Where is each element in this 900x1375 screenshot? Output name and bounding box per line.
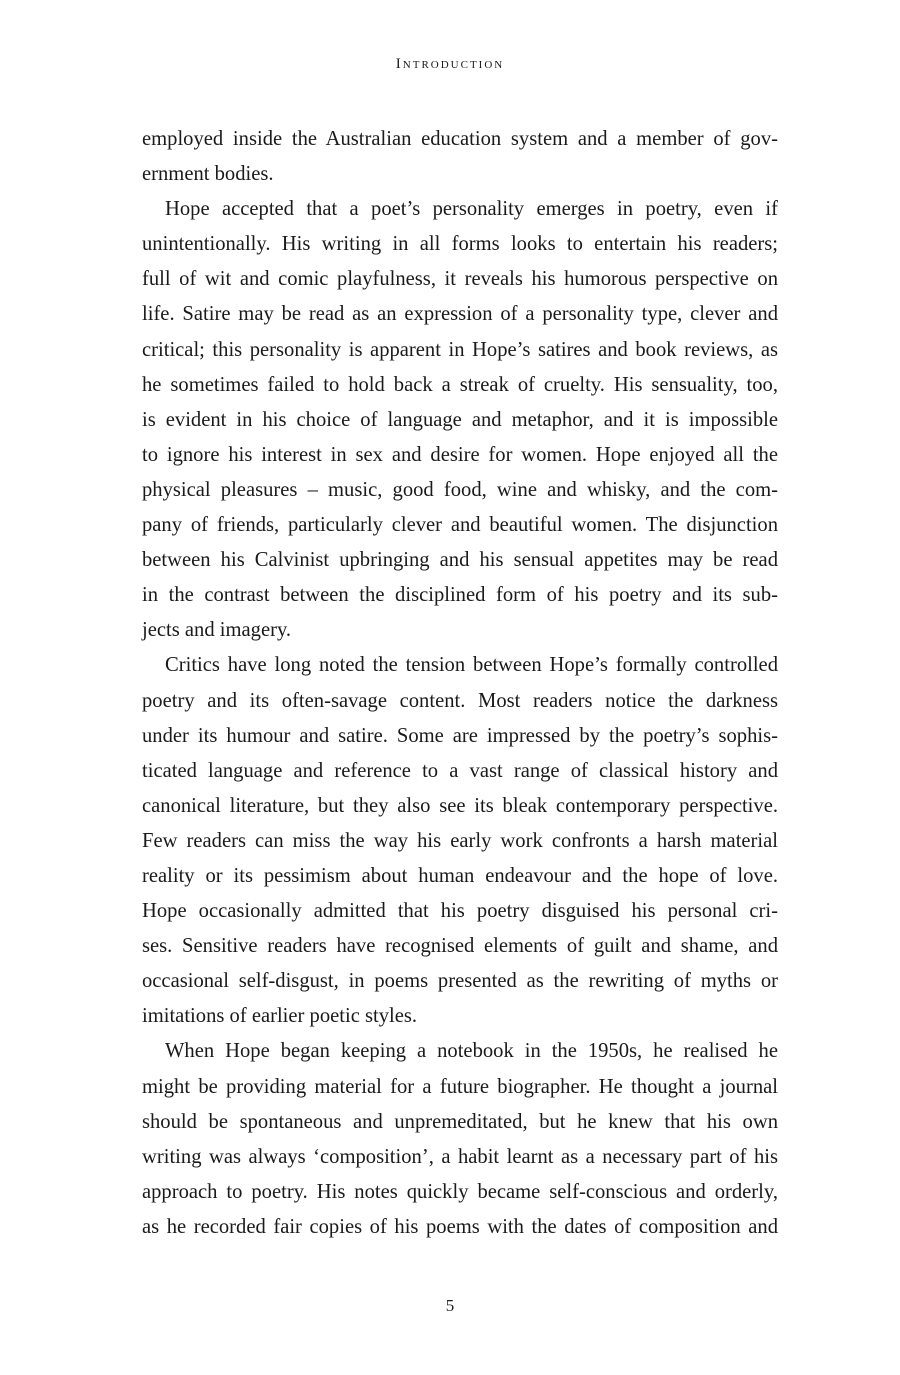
text-line: pany of friends, particularly clever and beautiful women. The disjunction bbox=[142, 514, 778, 537]
text-line: as he recorded fair copies of his poems with the dates of composition and bbox=[142, 1215, 778, 1238]
text-line: approach to poetry. His notes quickly became self-conscious and orderly, bbox=[142, 1180, 778, 1203]
text-line: Hope accepted that a poet’s personality emerges in poetry, even if bbox=[165, 198, 778, 221]
text-line: physical pleasures – music, good food, wine and whisky, and the com- bbox=[142, 478, 778, 501]
text-line: Critics have long noted the tension between Hope’s formally controlled bbox=[165, 654, 778, 677]
text-line: full of wit and comic playfulness, it reveals his humorous perspective on bbox=[142, 268, 778, 291]
text-line: he sometimes failed to hold back a streak of cruelty. His sensuality, too, bbox=[142, 373, 778, 396]
body-text bbox=[142, 122, 778, 1245]
paragraph bbox=[142, 1034, 778, 1245]
text-line: might be providing material for a future biographer. He thought a journal bbox=[142, 1075, 778, 1098]
paragraph bbox=[142, 122, 778, 192]
text-line: unintentionally. His writing in all forms looks to entertain his readers; bbox=[142, 233, 778, 256]
text-line: to ignore his interest in sex and desire for women. Hope enjoyed all the bbox=[142, 443, 778, 466]
text-line: ernment bodies. bbox=[142, 163, 274, 186]
text-line: should be spontaneous and unpremeditated, but he knew that his own bbox=[142, 1110, 778, 1133]
text-line: writing was always ‘composition’, a habit learnt as a necessary part of his bbox=[142, 1145, 778, 1168]
text-line: Few readers can miss the way his early work confronts a harsh material bbox=[142, 829, 778, 852]
running-head: Introduction bbox=[395, 56, 505, 72]
text-line: under its humour and satire. Some are impressed by the poetry’s sophis- bbox=[142, 724, 778, 747]
text-line: jects and imagery. bbox=[142, 619, 292, 642]
paragraph bbox=[142, 192, 778, 648]
text-line: ticated language and reference to a vast range of classical history and bbox=[142, 759, 778, 782]
text-line: canonical literature, but they also see its bleak contemporary perspective. bbox=[142, 794, 778, 817]
text-line: ses. Sensitive readers have recognised elements of guilt and shame, and bbox=[142, 935, 778, 958]
text-line: Hope occasionally admitted that his poetry disguised his personal cri- bbox=[142, 900, 778, 923]
text-line: When Hope began keeping a notebook in the 1950s, he realised he bbox=[165, 1040, 778, 1063]
page-number: 5 bbox=[445, 1296, 455, 1315]
text-line: employed inside the Australian education system and a member of gov- bbox=[142, 128, 778, 150]
text-line: between his Calvinist upbringing and his sensual appetites may be read bbox=[142, 549, 778, 572]
text-line: life. Satire may be read as an expression of a personality type, clever and bbox=[142, 303, 778, 326]
text-line: is evident in his choice of language and metaphor, and it is impossible bbox=[142, 408, 778, 431]
text-line: imitations of earlier poetic styles. bbox=[142, 1005, 418, 1028]
text-line: poetry and its often-savage content. Most readers notice the darkness bbox=[142, 689, 778, 712]
paragraph bbox=[142, 648, 778, 1034]
text-line: in the contrast between the disciplined form of his poetry and its sub- bbox=[142, 584, 778, 607]
text-line: critical; this personality is apparent in Hope’s satires and book reviews, as bbox=[142, 338, 778, 361]
text-line: occasional self-disgust, in poems presented as the rewriting of myths or bbox=[142, 970, 778, 993]
text-line: reality or its pessimism about human endeavour and the hope of love. bbox=[142, 864, 778, 887]
